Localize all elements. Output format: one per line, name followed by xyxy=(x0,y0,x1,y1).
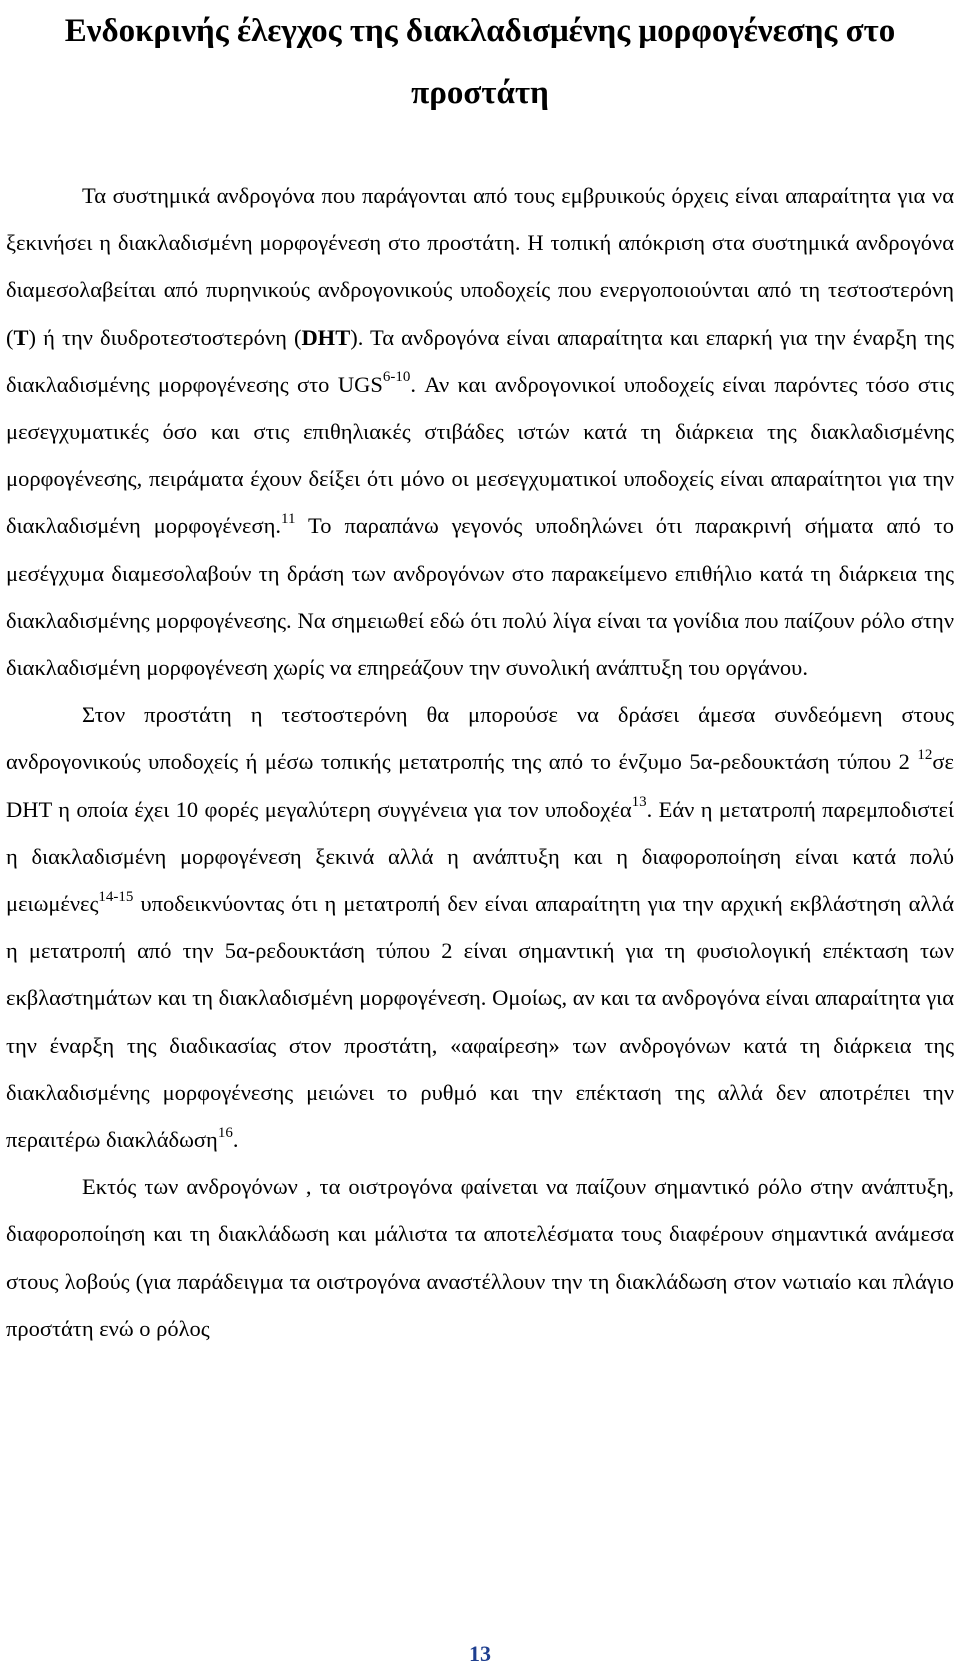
reference-superscript: 16 xyxy=(217,1124,233,1141)
title-line-2: προστάτη xyxy=(411,75,549,111)
text-run: Στον προστάτη η τεστοστερόνη θα μπορούσε να δράσει άμεσα συνδεόμενη στους ανδρογονικούς υποδοχείς ή μέσω τοπικής μετατροπής της από το ένζυμο 5α-ρεδουκτάση τύπου 2 xyxy=(6,702,954,775)
bold-abbreviation: T xyxy=(13,324,29,350)
body-text xyxy=(6,172,954,1352)
text-run: Εκτός των ανδρογόνων , τα οιστρογόνα φαίνεται να παίζουν σημαντικό ρόλο στην ανάπτυξη, διαφοροποίηση και τη διακλάδωση και μάλιστα τα αποτελέσματα τους διαφέρουν σημαντικά ανάμεσα στους λοβούς (για παράδειγμα τα οιστρογόνα αναστέλλουν την τη διακλάδωση στον νωτιαίο και πλάγιο προστάτη ενώ ο ρόλος xyxy=(6,1174,954,1341)
reference-superscript: 13 xyxy=(631,794,647,811)
page-number: 13 xyxy=(469,1641,491,1666)
reference-superscript: 12 xyxy=(917,746,933,763)
reference-superscript: 14-15 xyxy=(98,888,134,905)
text-run: Το παραπάνω γεγονός υποδηλώνει ότι παρακρινή σήματα από το μεσέγχυμα διαμεσολαβούν τη δράση των ανδρογόνων στο παρακείμενο επιθήλιο κατά τη διάρκεια της διακλαδισμένης μορφογένεσης. Να σημειωθεί εδώ ότι πολύ λίγα είναι τα γονίδια που παίζουν ρόλο στην διακλαδισμένη μορφογένεση χωρίς να επηρεάζουν την συνολική ανάπτυξη του οργάνου. xyxy=(6,513,954,681)
text-run: υποδεικνύοντας ότι η μετατροπή δεν είναι απαραίτητη για την αρχική εκβλάστηση αλλά η μετατροπή από την 5α-ρεδουκτάση τύπου 2 είναι σημαντική για τη φυσιολογική επέκταση των εκβλαστημάτων και τη διακλαδισμένη μορφογένεση. Ομοίως, αν και τα ανδρογόνα είναι απαραίτητα για την έναρξη της διαδικασίας στον προστάτη, «αφαίρεση» των ανδρογόνων κατά τη διάρκεια της διακλαδισμένης μορφογένεσης μειώνει το ρυθμό και την επέκταση της αλλά δεν αποτρέπει την περαιτέρω διακλάδωση xyxy=(6,891,954,1153)
reference-superscript: 11 xyxy=(281,510,296,527)
text-run: . xyxy=(232,1127,239,1153)
text-run: . Αν και ανδρογονικοί υποδοχείς είναι παρόντες τόσο στις μεσεγχυματικές όσο και στις επιθηλιακές στιβάδες ιστών κατά τη διάρκεια της διακλαδισμένης μορφογένεσης, πειράματα έχουν δείξει ότι μόνο οι μεσεγχυματικοί υποδοχείς είναι απαραίτητοι για την διακλαδισμένη μορφογένεση. xyxy=(6,371,954,539)
paragraph xyxy=(6,1163,954,1352)
text-run: σε DHT η οποία έχει 10 φορές μεγαλύτερη συγγένεια για τον υποδοχέα xyxy=(6,749,954,822)
reference-superscript: 6-10 xyxy=(382,369,411,386)
text-run: ) ή την διυδροτεστοστερόνη ( xyxy=(28,324,302,350)
text-run: Τα συστημικά ανδρογόνα που παράγονται από τους εμβρυικούς όρχεις είναι απαραίτητα για να ξεκινήσει η διακλαδισμένη μορφογένεση στο προστάτη. Η τοπική απόκριση στα συστημικά ανδρογόνα διαμεσολαβείται από πυρηνικούς ανδρογονικούς υποδοχείς που ενεργοποιούνται από τη τεστοστερόνη ( xyxy=(6,183,954,350)
paragraph xyxy=(6,691,954,1163)
title-line-1: Ενδοκρινής έλεγχος της διακλαδισμένης μορφογένεσης στο xyxy=(64,13,896,49)
paragraph xyxy=(6,172,954,691)
page-title xyxy=(6,0,954,124)
text-run: ). Τα ανδρογόνα είναι απαραίτητα και επαρκή για την έναρξη της διακλαδισμένης μορφογένεσης στο UGS xyxy=(6,324,954,397)
bold-abbreviation: DHT xyxy=(301,324,351,350)
text-run: . Εάν η μετατροπή παρεμποδιστεί η διακλαδισμένη μορφογένεση ξεκινά αλλά η ανάπτυξη και η διαφοροποίηση είναι κατά πολύ μειωμένες xyxy=(6,796,954,917)
